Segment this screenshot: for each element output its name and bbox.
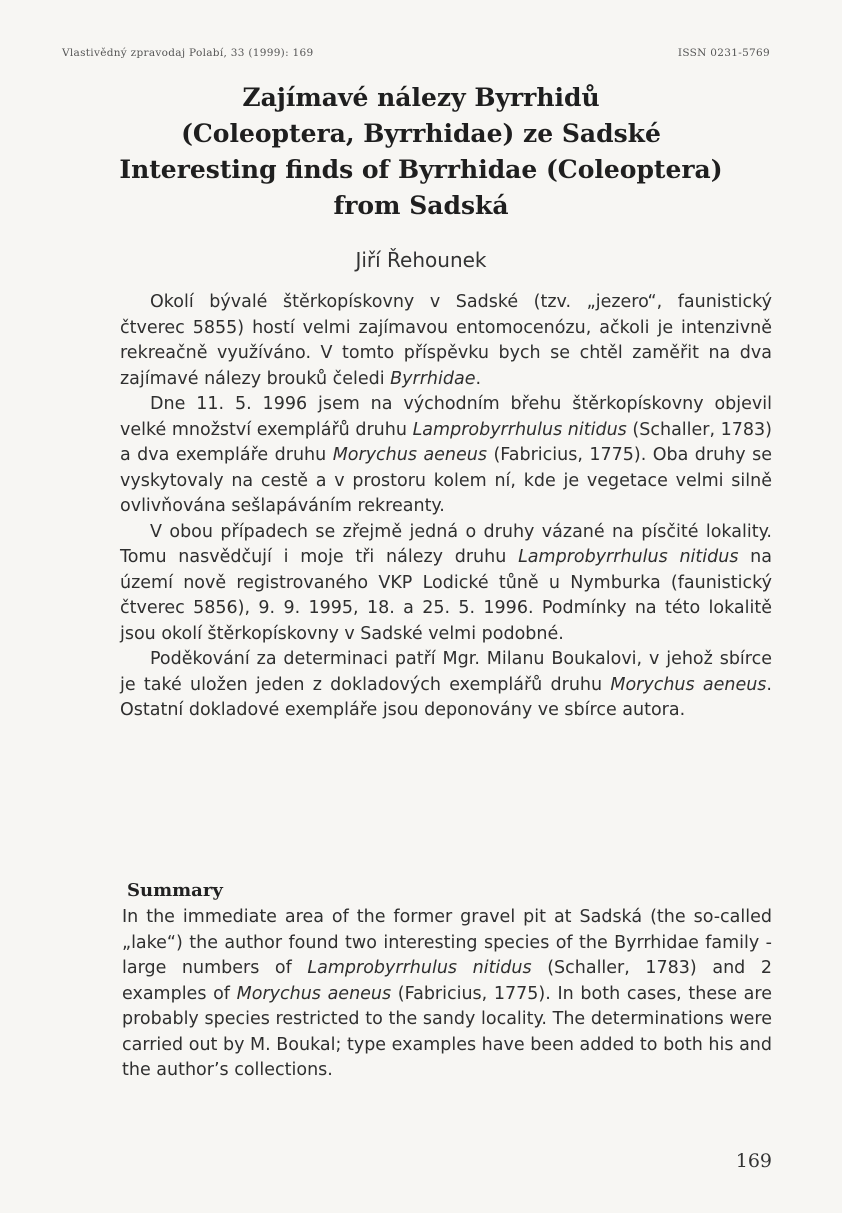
paragraph-2 — [120, 392, 772, 520]
taxon-name: Morychus aeneus — [332, 445, 487, 465]
paragraph-1 — [120, 290, 772, 392]
title-line-3: Interesting finds of Byrrhidae (Coleoptera) — [119, 155, 723, 184]
author-name: Jiří Řehounek — [355, 248, 487, 272]
text-run: Okolí bývalé štěrkopískovny v Sadské (tzv. „jezero“, faunistický čtverec 5855) hostí velmi zajímavou entomocenózu, ačkoli je intenzivně rekreačně využíváno. V tomto příspěvku bych se chtěl zaměřit na dva zajímavé nálezy brouků čeledi — [120, 292, 772, 389]
text-run: . — [475, 368, 482, 389]
text-run: V obou případech se zřejmě jedná o druhy vázané na písčité lokality. Tomu nasvědčují i moje tři nálezy druhu — [120, 521, 772, 567]
page-number: 169 — [735, 1150, 772, 1172]
text-run: (Fabricius, 1775). Oba druhy se vyskytovaly na cestě a v prostoru kolem ní, kde je vegetace velmi silně ovlivňována sešlapáváním rekreanty. — [120, 445, 772, 516]
taxon-name: Lamprobyrrhulus nitidus — [412, 419, 627, 440]
text-run: Dne 11. 5. 1996 jsem na východním břehu štěrkopískovny objevil velké množství exemplářů druhu — [120, 394, 772, 440]
taxon-name: Lamprobyrrhulus nitidus — [518, 547, 739, 567]
text-run: Poděkování za determinaci patří Mgr. Milanu Boukalovi, v jehož sbírce je také uložen jeden z dokladových exemplářů druhu — [120, 649, 772, 695]
article-body — [120, 290, 772, 724]
taxon-name: Morychus aeneus — [236, 983, 392, 1004]
journal-citation: Vlastivědný zpravodaj Polabí, 33 (1999): 169 — [62, 47, 314, 59]
taxon-name: Morychus aeneus — [610, 674, 767, 695]
title-line-4: from Sadská — [333, 191, 509, 220]
text-run: (Fabricius, 1775). In both cases, these are probably species restricted to the sandy locality. The determinations were carried out by M. Boukal; type examples have been added to both his and the author’s collections. — [122, 983, 772, 1080]
text-run: . Ostatní dokladové exempláře jsou deponovány ve sbírce autora. — [120, 674, 772, 720]
text-run: (Schaller, 1783) a dva exempláře druhu — [120, 419, 773, 465]
paragraph-4 — [120, 647, 772, 724]
title-line-1: Zajímavé nálezy Byrrhidů — [242, 83, 600, 112]
issn: ISSN 0231-5769 — [677, 47, 770, 59]
article-title — [100, 80, 742, 224]
taxon-name: Byrrhidae — [390, 368, 476, 389]
title-line-2: (Coleoptera, Byrrhidae) ze Sadské — [181, 119, 661, 148]
text-run: (Schaller, 1783) and 2 examples of — [122, 958, 772, 1004]
summary-heading: Summary — [127, 880, 223, 901]
summary-text — [122, 905, 772, 1084]
paragraph-3 — [120, 520, 772, 648]
summary-paragraph — [122, 905, 772, 1084]
text-run: In the immediate area of the former gravel pit at Sadská (the so-called „lake“) the author found two interesting species of the Byrrhidae family - large numbers of — [122, 907, 772, 978]
running-header — [62, 47, 770, 59]
text-run: na území nově registrovaného VKP Lodické tůně u Nymburka (faunistický čtverec 5856), 9. 9. 1995, 18. a 25. 5. 1996. Podmínky na této lokalitě jsou okolí štěrkopískovny v Sadské velmi podobné. — [120, 547, 772, 644]
taxon-name: Lamprobyrrhulus nitidus — [307, 958, 532, 978]
